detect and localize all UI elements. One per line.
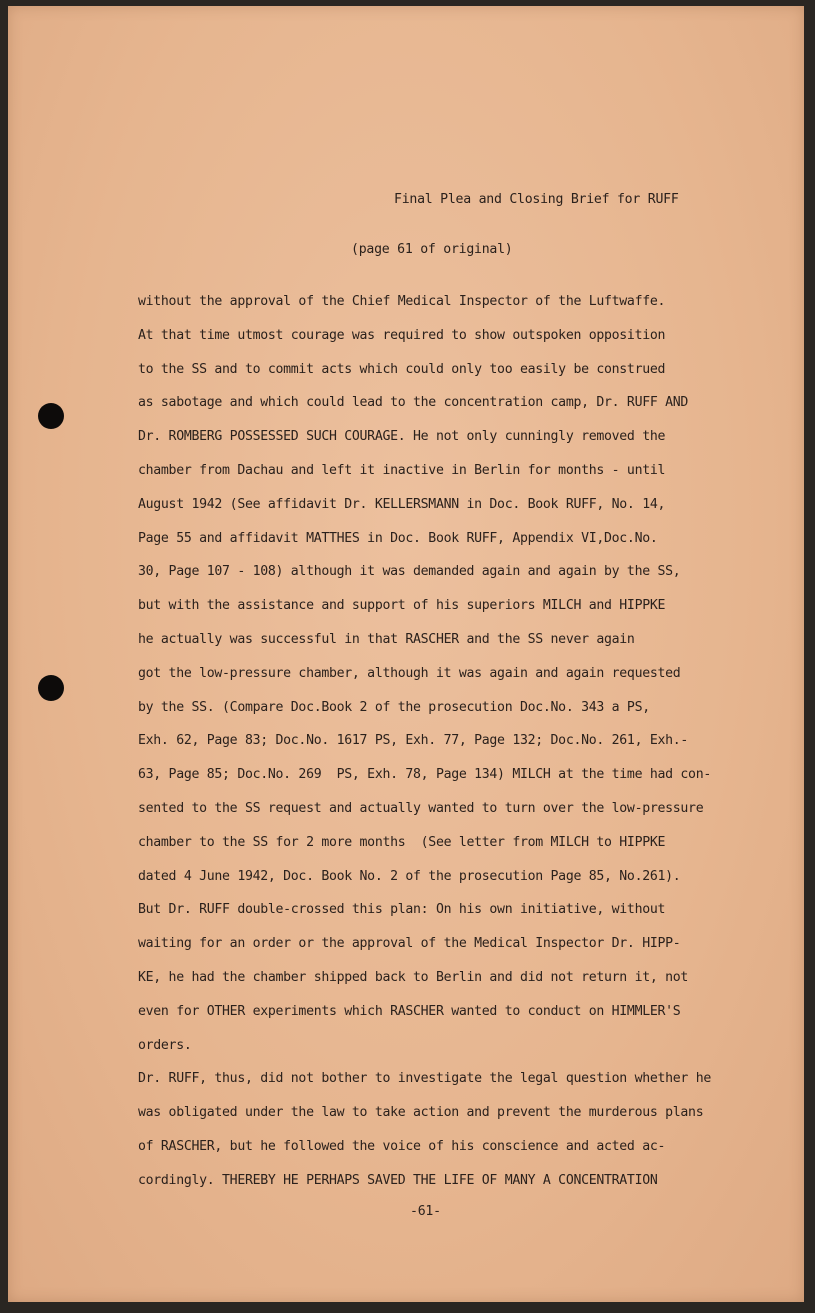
text-line: August 1942 (See affidavit Dr. KELLERSMANN in Doc. Book RUFF, No. 14, xyxy=(138,496,666,512)
text-line: Dr. RUFF, thus, did not bother to investigate the legal question whether he xyxy=(138,1071,711,1087)
text-line: Page 55 and affidavit MATTHES in Doc. Book RUFF, Appendix VI,Doc.No. xyxy=(138,530,658,546)
text-line: cordingly. THEREBY HE PERHAPS SAVED THE LIFE OF MANY A CONCENTRATION xyxy=(138,1172,658,1188)
text-line: Exh. 62, Page 83; Doc.No. 1617 PS, Exh. 77, Page 132; Doc.No. 261, Exh.- xyxy=(138,733,689,749)
text-line: KE, he had the chamber shipped back to Berlin and did not return it, not xyxy=(138,969,689,985)
text-line: as sabotage and which could lead to the concentration camp, Dr. RUFF AND xyxy=(138,395,689,411)
document-page xyxy=(8,6,804,1302)
text-line: by the SS. (Compare Doc.Book 2 of the prosecution Doc.No. 343 a PS, xyxy=(138,699,650,715)
text-line: without the approval of the Chief Medical Inspector of the Luftwaffe. xyxy=(138,294,666,309)
body-text xyxy=(138,294,788,1207)
text-line: 63, Page 85; Doc.No. 269 PS, Exh. 78, Page 134) MILCH at the time had con- xyxy=(138,767,711,783)
text-line: chamber from Dachau and left it inactive in Berlin for months - until xyxy=(138,462,666,478)
punch-hole xyxy=(38,403,64,429)
text-line: 30, Page 107 - 108) although it was demanded again and again by the SS, xyxy=(138,564,681,580)
text-line: chamber to the SS for 2 more months (See letter from MILCH to HIPPKE xyxy=(138,834,666,850)
text-line: even for OTHER experiments which RASCHER wanted to conduct on HIMMLER'S xyxy=(138,1003,681,1019)
document-header: Final Plea and Closing Brief for RUFF xyxy=(394,192,679,207)
text-line: At that time utmost courage was required to show outspoken opposition xyxy=(138,327,666,343)
text-line: of RASCHER, but he followed the voice of his conscience and acted ac- xyxy=(138,1138,666,1154)
page-number: -61- xyxy=(410,1204,441,1219)
text-line: to the SS and to commit acts which could only too easily be construed xyxy=(138,361,666,377)
text-line: orders. xyxy=(138,1037,192,1053)
text-line: got the low-pressure chamber, although it was again and again requested xyxy=(138,665,681,681)
text-line: was obligated under the law to take action and prevent the murderous plans xyxy=(138,1105,704,1121)
text-line: waiting for an order or the approval of the Medical Inspector Dr. HIPP- xyxy=(138,936,681,952)
text-line: he actually was successful in that RASCHER and the SS never again xyxy=(138,631,635,647)
text-line: but with the assistance and support of his superiors MILCH and HIPPKE xyxy=(138,598,666,614)
text-line: dated 4 June 1942, Doc. Book No. 2 of the prosecution Page 85, No.261). xyxy=(138,868,681,884)
text-line: Dr. ROMBERG POSSESSED SUCH COURAGE. He not only cunningly removed the xyxy=(138,429,666,445)
punch-hole xyxy=(38,675,64,701)
text-line: But Dr. RUFF double-crossed this plan: On his own initiative, without xyxy=(138,902,666,918)
page-reference: (page 61 of original) xyxy=(351,242,513,257)
text-line: sented to the SS request and actually wanted to turn over the low-pressure xyxy=(138,800,704,816)
